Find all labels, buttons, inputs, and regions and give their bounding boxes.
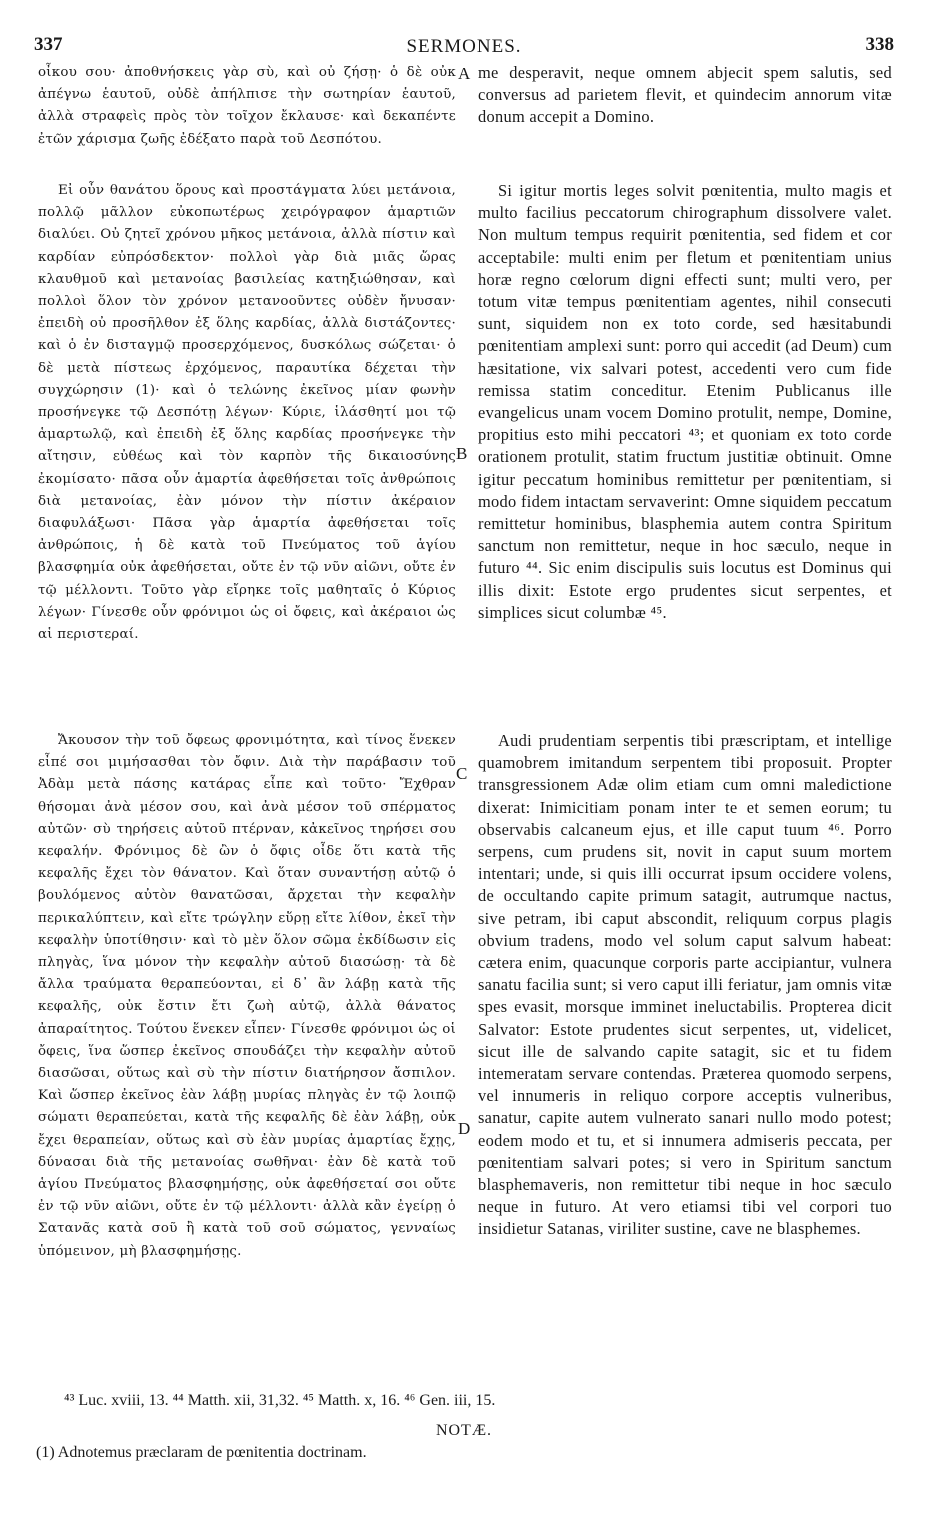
latin-paragraph-3: Audi prudentiam serpentis tibi præscriptam, et intellige quamobrem imitandum serpentem tibi proposuit. Propter transgressionem Adæ olim etiam cum omni maledictione dixerat: Inimicitiam ponam inter te et semen eorum; tu observabis calcaneum ejus, et ille caput tuum ⁴⁶. Porro serpens, cum prudens sit, novit in caput suum mortem intentari; unde, si quis illi occurrat ipsum occidere volens, de occultando capite primum satagit, autrumque nactus, sive petram, ibi caput abscondit, reliquum corpus plagis obvium tradens, modo vel solum caput salvum habeat: cætera enim, quacunque corporis parte accipiantur, vulnera sanatu facilia sunt; si vero caput illi feriatur, jam omnis vitæ spes evasit, morsque imminet ineluctabilis. Propterea dicit Salvator: Estote prudentes sicut serpentes, ut, videlicet, sicut ille de salvando capite satagit, sic et tu fidem intemeratam servare contendas. Præterea quomodo serpens, vel innumeris in reliquo corpore acceptis vulneribus, sanatur, capite autem vulnerato sanari nullo modo potest; eodem modo et tu, et si innumera admiseris peccata, per pœnitentiam salvari potes; si vero in Spiritum sanctum blasphemaveris, non remittetur tibi neque in hoc sæculo neque in futuro. At vero etiamsi tibi vel corpori tuo insidietur Satanas, viriliter sustine, cave ne blasphemes. <box>478 731 892 1239</box>
greek-paragraph-2: Εἰ οὖν θανάτου ὅρους καὶ προστάγματα λύει μετάνοια, πολλῷ μᾶλλον εὐκοπωτέρως χειρόγραφον ἁμαρτιῶν διαλύει. Οὐ ζητεῖ χρόνου μῆκος μετάνοια, ἀλλὰ πίστιν καὶ καρδίαν εὐπρόσδεκτον· πολλοὶ γὰρ διὰ μιᾶς ὥρας κλαυθμοῦ καὶ μετανοίας βασιλείας κατηξιώθησαν, καὶ πολλοὶ ὅλον τὸν χρόνον μετανοοῦντες οὐδὲν ἤνυσαν· ἐπειδὴ οὐ προσῆλθον ἐξ ὅλης καρδίας, ἀλλὰ διστάζοντες· καὶ ὁ ἐν δισταγμῷ προσερχόμενος, δυσκόλως σώζεται· ὁ δὲ μετὰ πίστεως ἐρχόμενος, παραυτίκα δέχεται τὴν συγχώρησιν (1)· καὶ ὁ τελώνης ἐκεῖνος μίαν φωνὴν προσήνεγκε τῷ Δεσπότῃ λέγων· Κύριε, ἱλάσθητί μοι τῷ ἁμαρτωλῷ, καὶ ἐπειδὴ ἐξ ὅλης καρδίας προσήνεγκε τὴν αἴτησιν, εὐθέως καὶ τὸν καρπὸν τῆς δικαιοσύνης ἐκομίσατο· πᾶσα οὖν ἁμαρτία ἀφεθήσεται τοῖς ἀνθρώποις διὰ μετανοίας, ἐὰν μόνον τὴν πίστιν ἀκέραιον διαφυλάξωσι· Πᾶσα γὰρ ἁμαρτία ἀφεθήσεται τοῖς ἀνθρώποις, ἡ δὲ κατὰ τοῦ Πνεύματος τοῦ ἁγίου βλασφημία οὐκ ἀφεθήσεται, οὔτε ἐν τῷ νῦν αἰῶνι, οὔτε ἐν τῷ μέλλοντι. Τοῦτο γὰρ εἴρηκε τοῖς μαθηταῖς ὁ Κύριος λέγων· Γίνεσθε οὖν φρόνιμοι ὡς οἱ ὄφεις, καὶ ἀκέραιοι ὡς αἱ περιστεραί. <box>38 183 456 643</box>
running-title: SERMONES. <box>406 36 522 57</box>
page-number-right: 338 <box>865 34 894 55</box>
margin-marker-a: A <box>458 64 471 83</box>
page-header <box>34 34 894 58</box>
notae-heading: NOTÆ. <box>435 1422 493 1439</box>
margin-marker-b: B <box>456 444 468 463</box>
greek-paragraph-3: Ἄκουσον τὴν τοῦ ὄφεως φρονιμότητα, καὶ τίνος ἕνεκεν εἶπέ σοι μιμήσασθαι τὸν ὄφιν. Διὰ τὴν παράβασιν τοῦ Ἀδὰμ μετὰ πάσης κατάρας εἶπε καὶ τοῦτο· Ἔχθραν θήσομαι ἀνὰ μέσον σου, καὶ ἀνὰ μέσον τοῦ σπέρματος αὐτῶν· σὺ τηρήσεις αὐτοῦ πτέρναν, κἀκεῖνος τηρήσει σου κεφαλήν. Φρόνιμος δὲ ὢν ὁ ὄφις οἶδε ὅτι κατὰ τῆς κεφαλῆς ἔχει τὸν θάνατον. Καὶ ὅταν συναντήσῃ αὐτῷ ὁ βουλόμενος αὐτὸν θανατῶσαι, ἄρχεται τὴν κεφαλὴν περικαλύπτειν, καὶ εἴτε τρώγλην εὕρῃ εἴτε λίθον, ἐκεῖ τὴν κεφαλὴν ὑποτίθησιν· καὶ τὸ μὲν ὅλον σῶμα ἐκδίδωσιν εἰς πληγὰς, ἵνα μόνον τὴν κεφαλὴν αὐτοῦ διασώσῃ· τὰ δὲ ἄλλα τραύματα θεραπεύονται, εἰ δ᾽ ἂν λάβῃ κατὰ τῆς κεφαλῆς, οὐκ ἔστιν ἔτι ζωὴ αὐτῷ, ἀλλὰ θάνατος ἀπαραίτητος. Τούτου ἕνεκεν εἶπεν· Γίνεσθε φρόνιμοι ὡς οἱ ὄφεις, ἵνα ὥσπερ ἐκεῖνος σπουδάζει τὴν κεφαλὴν αὐτοῦ διασῶσαι, οὕτως καὶ σὺ τὴν πίστιν διατήρησον ἄσπιλον. Καὶ ὥσπερ ἐκεῖνος ἐὰν λάβῃ μυρίας πληγὰς ἐν τῷ λοιπῷ σώματι θεραπεύεται, κατὰ τῆς κεφαλῆς δὲ ἐὰν λάβῃ, οὐκ ἔχει θεραπείαν, οὕτως καὶ σὺ ἐὰν μυρίας ἁμαρτίας ἔχῃς, δύνασαι διὰ τῆς μετανοίας σωθῆναι· ἐὰν δὲ κατὰ τοῦ ἁγίου Πνεύματος βλασφημήσῃς, οὐκ ἀφεθήσεταί σοι οὔτε ἐν τῷ νῦν αἰῶνι, οὔτε ἐν τῷ μέλλοντι· ἀλλὰ κἂν ἐγείρῃ ὁ Σατανᾶς κατὰ σοῦ ἢ κατὰ τοῦ σοῦ σώματος, γενναίως ὑπόμεινον, μὴ βλασφημήσῃς. <box>38 733 456 1259</box>
margin-marker-d: D <box>458 1119 471 1138</box>
greek-paragraph-1: οἶκου σου· ἀποθνήσκεις γὰρ σὺ, καὶ οὐ ζήσῃ· ὁ δὲ οὐκ ἀπέγνω ἑαυτοῦ, οὐδὲ ἀπήλπισε τὴν σωτηρίαν ἑαυτοῦ, ἀλλὰ στραφεὶς πρὸς τὸν τοῖχον ἔκλαυσε· καὶ δεκαπέντε ἐτῶν χάρισμα ζωῆς ἐδέξατο παρὰ τοῦ Δεσπότου. <box>38 65 456 147</box>
latin-paragraph-2: Si igitur mortis leges solvit pœnitentia, multo magis et multo facilius peccatorum chirographum dissolvere valet. Non multum tempus requirit pœnitentia, sed fidem et cor acceptabile: multi enim per fletum et pœnitentiam unius horæ regno cœlorum digni effecti sunt; multi vero, per totum vitæ tempus pœnitentiam agentes, nihil consecuti sunt, siquidem non ex toto corde, sed hæsitabundi pœnitentiam amplexi sunt: porro qui accedit (ad Deum) cum hæsitatione, vix salvari potest, accedenti vero cum fide remissa statim conceditur. Etenim Publicanus ille evangelicus unam vocem Domino protulit, nempe, Domine, propitius esto mihi peccatori ⁴³; et quoniam ex toto corde orationem protulit, statim fructum justitiæ obtinuit. Omne igitur peccatum hominibus remittetur per pœnitentiam, si modo fidem intactam servaverint: Omne siquidem peccatum remittetur hominibus, blasphemia autem contra Spiritum sanctum non remittetur, neque in hoc sæculo, neque in futuro ⁴⁴. Sic enim discipulis suis locutus est Dominus qui illis dixit: Estote ergo prudentes sicut serpentes, et simplices sicut columbæ ⁴⁵. <box>478 181 893 622</box>
page-number-left: 337 <box>34 34 63 55</box>
footnotes: ⁴³ Luc. xviii, 13. ⁴⁴ Matth. xii, 31,32. ⁴⁵ Matth. x, 16. ⁴⁶ Gen. iii, 15. <box>64 1392 496 1409</box>
margin-marker-c: C <box>456 764 468 783</box>
latin-paragraph-1: me desperavit, neque omnem abjecit spem salutis, sed conversus ad parietem flevit, et quindecim annorum vitæ donum accepit a Domino. <box>478 63 892 127</box>
note-1: (1) Adnotemus præclaram de pœnitentia doctrinam. <box>36 1444 367 1461</box>
